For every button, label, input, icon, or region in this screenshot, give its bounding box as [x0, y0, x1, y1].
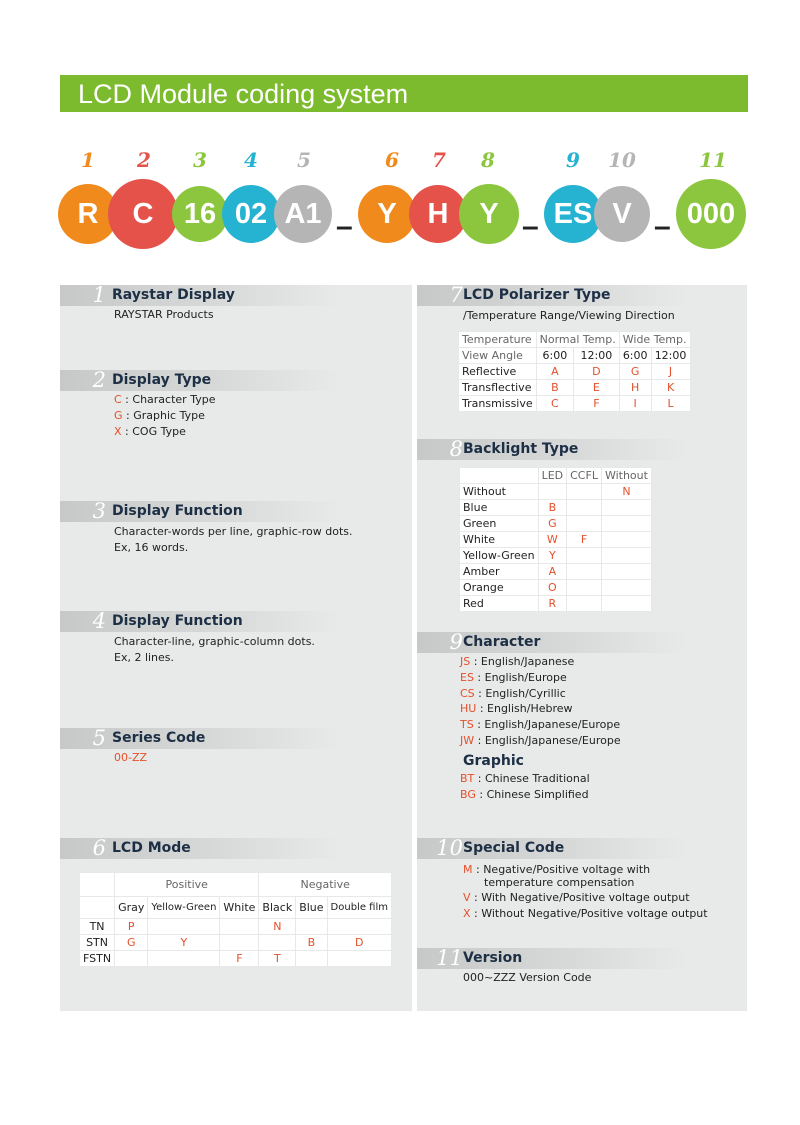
section-1-header	[60, 285, 340, 306]
title-banner	[60, 75, 748, 112]
table-row	[80, 897, 392, 919]
series-code-value: 00-ZZ	[114, 751, 148, 764]
section-11-title: Version	[463, 950, 523, 966]
character-desc: : English/Japanese/Europe	[473, 718, 621, 731]
section-3-number: 3	[92, 499, 106, 523]
character-desc: : English/Cyrillic	[474, 687, 566, 700]
table-row	[460, 580, 652, 596]
section-3-line-2: Ex, 16 words.	[114, 541, 189, 554]
table-cell	[538, 484, 567, 500]
character-code: HU	[460, 702, 477, 715]
code-number-4: 4	[244, 148, 258, 172]
table-cell: F	[574, 396, 620, 412]
column-header: Black	[259, 897, 296, 919]
table-row	[460, 500, 652, 516]
table-cell	[80, 873, 115, 897]
table-cell: K	[651, 380, 690, 396]
section-10-header	[417, 838, 687, 859]
table-row	[459, 348, 691, 364]
positive-group-header: Positive	[115, 873, 259, 897]
row-label: FSTN	[80, 951, 115, 967]
table-row	[460, 548, 652, 564]
section-10-number: 10	[436, 836, 463, 860]
section-6-header	[60, 838, 340, 859]
section-11-number: 11	[436, 946, 463, 970]
code-segment-11: 000	[676, 179, 746, 249]
table-cell	[601, 500, 651, 516]
table-cell	[115, 951, 148, 967]
section-1-number: 1	[92, 283, 106, 307]
table-cell	[148, 951, 220, 967]
column-header: Without	[601, 468, 651, 484]
graphic-desc: : Chinese Simplified	[475, 788, 589, 801]
table-row	[460, 564, 652, 580]
section-8-number: 8	[449, 437, 463, 461]
table-cell: O	[538, 580, 567, 596]
graphic-subtitle: Graphic	[463, 753, 524, 769]
table-cell: G	[115, 935, 148, 951]
display-type-desc: : COG Type	[121, 425, 186, 438]
table-cell	[601, 516, 651, 532]
polarizer-table	[458, 331, 691, 412]
graphic-code: BT	[460, 772, 475, 785]
special-code-desc-line-2: temperature compensation	[484, 876, 635, 889]
character-code: CS	[460, 687, 475, 700]
code-number-10: 10	[608, 148, 636, 172]
display-type-code: C	[114, 393, 122, 406]
table-cell: B	[538, 500, 567, 516]
section-4-line-1: Character-line, graphic-column dots.	[114, 635, 315, 648]
section-7-title: LCD Polarizer Type	[463, 287, 611, 303]
table-cell: R	[538, 596, 567, 612]
table-cell: I	[619, 396, 651, 412]
display-type-desc: : Character Type	[121, 393, 216, 406]
table-cell	[220, 919, 259, 935]
character-item	[460, 717, 620, 733]
code-number-3: 3	[193, 148, 207, 172]
table-cell: N	[601, 484, 651, 500]
display-type-code: X	[114, 425, 122, 438]
table-row	[80, 935, 392, 951]
column-header: LED	[538, 468, 567, 484]
table-cell: H	[619, 380, 651, 396]
table-row	[460, 532, 652, 548]
section-5-title: Series Code	[112, 730, 206, 746]
section-3-title: Display Function	[112, 503, 243, 519]
table-row	[460, 596, 652, 612]
table-cell	[601, 564, 651, 580]
code-segment-9: ES	[544, 185, 602, 243]
section-4-header	[60, 611, 340, 632]
section-7-number: 7	[449, 283, 463, 307]
graphic-item	[460, 771, 590, 787]
code-segment-4: 02	[222, 185, 280, 243]
row-label: Red	[460, 596, 539, 612]
lcd-mode-table	[79, 872, 392, 967]
special-code-item	[463, 890, 690, 906]
column-header: Blue	[296, 897, 327, 919]
row-label: White	[460, 532, 539, 548]
section-8-title: Backlight Type	[463, 441, 579, 457]
character-code: JS	[460, 655, 471, 668]
table-cell	[567, 580, 602, 596]
table-cell	[567, 548, 602, 564]
character-desc: : English/Europe	[473, 671, 567, 684]
section-2-number: 2	[92, 368, 106, 392]
special-code-desc: : With Negative/Positive voltage output	[470, 891, 690, 904]
table-cell: W	[538, 532, 567, 548]
display-type-code: G	[114, 409, 123, 422]
code-number-7: 7	[432, 148, 446, 172]
table-cell	[601, 532, 651, 548]
section-5-number: 5	[92, 726, 106, 750]
table-cell: J	[651, 364, 690, 380]
column-header: CCFL	[567, 468, 602, 484]
table-cell: L	[651, 396, 690, 412]
character-item	[460, 670, 567, 686]
section-4-line-2: Ex, 2 lines.	[114, 651, 175, 664]
code-number-11: 11	[699, 148, 727, 172]
section-2-header	[60, 370, 340, 391]
negative-group-header: Negative	[259, 873, 392, 897]
table-cell: C	[536, 396, 573, 412]
section-6-title: LCD Mode	[112, 840, 191, 856]
table-cell: G	[538, 516, 567, 532]
table-cell: N	[259, 919, 296, 935]
column-header: White	[220, 897, 259, 919]
version-text: 000~ZZZ Version Code	[463, 971, 592, 984]
section-6-number: 6	[92, 836, 106, 860]
section-9-title: Character	[463, 634, 541, 650]
code-segment-1: R	[58, 184, 118, 244]
section-3-line-1: Character-words per line, graphic-row dots.	[114, 525, 353, 538]
code-dash-2: –	[522, 210, 539, 243]
code-dash-1: –	[336, 210, 353, 243]
section-1-text: RAYSTAR Products	[114, 308, 214, 321]
special-code-desc: : Without Negative/Positive voltage output	[470, 907, 708, 920]
table-cell	[601, 596, 651, 612]
table-cell	[148, 919, 220, 935]
view-angle-value: 12:00	[651, 348, 690, 364]
table-row	[459, 332, 691, 348]
graphic-item	[460, 787, 589, 803]
column-header: Double film	[327, 897, 391, 919]
section-10-title: Special Code	[463, 840, 565, 856]
table-cell: D	[327, 935, 391, 951]
special-code: X	[463, 907, 471, 920]
table-cell: B	[536, 380, 573, 396]
character-code: ES	[460, 671, 474, 684]
code-segment-10: V	[594, 186, 650, 242]
section-3-header	[60, 501, 340, 522]
table-cell: Y	[148, 935, 220, 951]
table-cell: A	[538, 564, 567, 580]
row-label: Without	[460, 484, 539, 500]
section-9-header	[417, 632, 687, 653]
section-5-header	[60, 728, 340, 749]
table-cell	[567, 500, 602, 516]
table-cell	[567, 596, 602, 612]
temperature-label: Temperature	[459, 332, 537, 348]
code-segment-8: Y	[459, 184, 519, 244]
row-label: STN	[80, 935, 115, 951]
right-panel	[417, 285, 747, 1011]
row-label: Transflective	[459, 380, 537, 396]
character-item	[460, 701, 573, 717]
section-9-number: 9	[449, 630, 463, 654]
table-cell	[259, 935, 296, 951]
character-desc: : English/Hebrew	[476, 702, 573, 715]
code-segment-6: Y	[358, 185, 416, 243]
row-label: Amber	[460, 564, 539, 580]
character-code: JW	[460, 734, 475, 747]
table-cell	[567, 564, 602, 580]
table-cell	[567, 484, 602, 500]
character-desc: : English/Japanese	[470, 655, 575, 668]
code-diagram	[0, 140, 800, 260]
code-dash-3: –	[654, 210, 671, 243]
table-cell	[220, 935, 259, 951]
row-label: Transmissive	[459, 396, 537, 412]
normal-temp-header: Normal Temp.	[536, 332, 619, 348]
page-title: LCD Module coding system	[78, 79, 409, 109]
table-cell: F	[567, 532, 602, 548]
section-2-title: Display Type	[112, 372, 212, 388]
table-cell	[601, 548, 651, 564]
table-cell: A	[536, 364, 573, 380]
character-code: TS	[460, 718, 474, 731]
display-type-item	[114, 424, 186, 440]
row-label: Blue	[460, 500, 539, 516]
table-cell: F	[220, 951, 259, 967]
table-cell	[327, 919, 391, 935]
table-cell	[327, 951, 391, 967]
row-label: Orange	[460, 580, 539, 596]
character-item	[460, 654, 574, 670]
table-cell	[80, 897, 115, 919]
table-row	[80, 873, 392, 897]
special-code-item	[463, 906, 708, 922]
section-8-header	[417, 439, 687, 460]
special-code: M	[463, 863, 473, 876]
special-code-desc: : Negative/Positive voltage with	[472, 863, 651, 876]
display-type-item	[114, 408, 205, 424]
code-segment-5: A1	[274, 185, 332, 243]
table-cell: B	[296, 935, 327, 951]
code-number-1: 1	[81, 148, 95, 172]
column-header: Gray	[115, 897, 148, 919]
section-4-number: 4	[92, 609, 106, 633]
table-row	[460, 484, 652, 500]
view-angle-value: 12:00	[574, 348, 620, 364]
character-item	[460, 686, 566, 702]
table-cell: G	[619, 364, 651, 380]
table-cell: D	[574, 364, 620, 380]
table-row	[459, 364, 691, 380]
character-desc: : English/Japanese/Europe	[474, 734, 621, 747]
code-segment-2: C	[108, 179, 178, 249]
code-segment-7: H	[409, 185, 467, 243]
table-cell	[601, 580, 651, 596]
table-row	[80, 951, 392, 967]
left-panel	[60, 285, 412, 1011]
section-11-header	[417, 948, 687, 969]
code-number-6: 6	[385, 148, 399, 172]
graphic-code: BG	[460, 788, 476, 801]
table-row	[80, 919, 392, 935]
code-segment-3: 16	[172, 186, 228, 242]
table-cell	[296, 951, 327, 967]
view-angle-value: 6:00	[619, 348, 651, 364]
display-type-item	[114, 392, 215, 408]
code-number-8: 8	[481, 148, 495, 172]
section-7-header	[417, 285, 687, 306]
table-cell: E	[574, 380, 620, 396]
table-row	[459, 396, 691, 412]
view-angle-label: View Angle	[459, 348, 537, 364]
row-label: Reflective	[459, 364, 537, 380]
table-cell	[567, 516, 602, 532]
table-cell	[460, 468, 539, 484]
section-1-title: Raystar Display	[112, 287, 235, 303]
character-item	[460, 733, 621, 749]
wide-temp-header: Wide Temp.	[619, 332, 690, 348]
column-header: Yellow-Green	[148, 897, 220, 919]
section-7-subtitle: /Temperature Range/Viewing Direction	[463, 309, 675, 322]
row-label: Green	[460, 516, 539, 532]
graphic-desc: : Chinese Traditional	[474, 772, 590, 785]
table-row	[459, 380, 691, 396]
table-cell: T	[259, 951, 296, 967]
row-label: Yellow-Green	[460, 548, 539, 564]
display-type-desc: : Graphic Type	[122, 409, 205, 422]
view-angle-value: 6:00	[536, 348, 573, 364]
table-cell	[296, 919, 327, 935]
backlight-table	[459, 467, 652, 612]
section-4-title: Display Function	[112, 613, 243, 629]
special-code: V	[463, 891, 471, 904]
table-cell: P	[115, 919, 148, 935]
code-number-9: 9	[566, 148, 580, 172]
table-row	[460, 516, 652, 532]
code-number-5: 5	[297, 148, 311, 172]
code-number-2: 2	[137, 148, 151, 172]
table-cell: Y	[538, 548, 567, 564]
table-row	[460, 468, 652, 484]
row-label: TN	[80, 919, 115, 935]
